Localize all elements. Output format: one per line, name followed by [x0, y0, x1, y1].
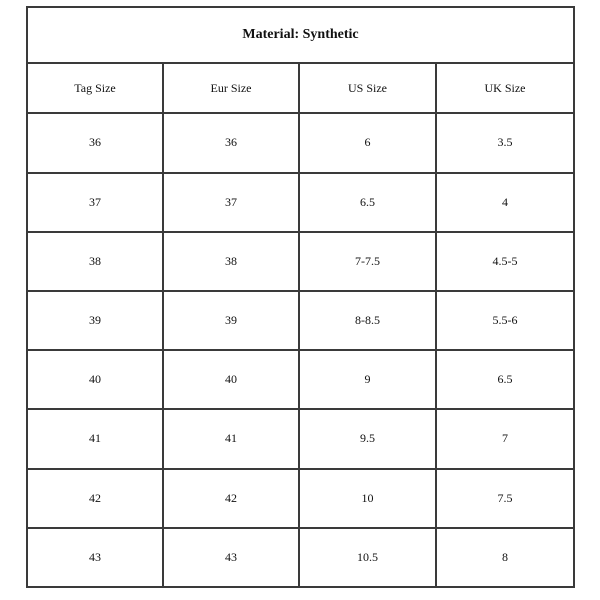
cell-us-size: 9.5	[299, 409, 436, 468]
cell-uk-size: 8	[436, 528, 574, 587]
cell-uk-size: 7.5	[436, 469, 574, 528]
header-us-size: US Size	[299, 63, 436, 113]
cell-eur-size: 39	[163, 291, 299, 350]
cell-tag-size: 36	[27, 113, 163, 172]
cell-uk-size: 5.5-6	[436, 291, 574, 350]
cell-us-size: 10.5	[299, 528, 436, 587]
cell-tag-size: 43	[27, 528, 163, 587]
table-row	[27, 173, 574, 232]
cell-tag-size: 42	[27, 469, 163, 528]
header-eur-size: Eur Size	[163, 63, 299, 113]
header-row	[27, 63, 574, 113]
table-row	[27, 528, 574, 587]
cell-us-size: 6.5	[299, 173, 436, 232]
cell-eur-size: 40	[163, 350, 299, 409]
cell-eur-size: 37	[163, 173, 299, 232]
cell-uk-size: 4.5-5	[436, 232, 574, 291]
cell-eur-size: 36	[163, 113, 299, 172]
table-row	[27, 350, 574, 409]
cell-eur-size: 41	[163, 409, 299, 468]
cell-us-size: 7-7.5	[299, 232, 436, 291]
title-row	[27, 7, 574, 63]
cell-us-size: 9	[299, 350, 436, 409]
cell-eur-size: 42	[163, 469, 299, 528]
header-tag-size: Tag Size	[27, 63, 163, 113]
table-row	[27, 232, 574, 291]
cell-tag-size: 37	[27, 173, 163, 232]
material-title: Material: Synthetic	[27, 7, 574, 63]
cell-tag-size: 40	[27, 350, 163, 409]
cell-eur-size: 38	[163, 232, 299, 291]
header-uk-size: UK Size	[436, 63, 574, 113]
cell-us-size: 10	[299, 469, 436, 528]
cell-uk-size: 6.5	[436, 350, 574, 409]
table-row	[27, 469, 574, 528]
cell-tag-size: 38	[27, 232, 163, 291]
cell-tag-size: 41	[27, 409, 163, 468]
table-row	[27, 291, 574, 350]
cell-tag-size: 39	[27, 291, 163, 350]
table-row	[27, 409, 574, 468]
cell-us-size: 8-8.5	[299, 291, 436, 350]
cell-uk-size: 4	[436, 173, 574, 232]
cell-uk-size: 7	[436, 409, 574, 468]
cell-uk-size: 3.5	[436, 113, 574, 172]
table-row	[27, 113, 574, 172]
cell-us-size: 6	[299, 113, 436, 172]
cell-eur-size: 43	[163, 528, 299, 587]
size-chart-table	[26, 6, 575, 588]
